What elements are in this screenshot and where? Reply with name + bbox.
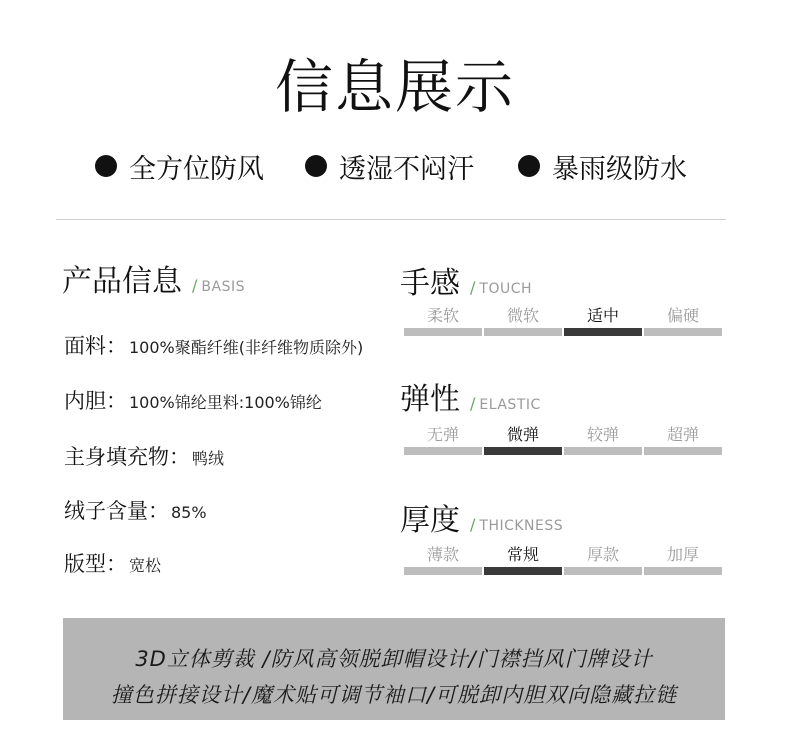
info-label: 内胆： (64, 389, 127, 413)
info-label: 面料： (64, 334, 127, 358)
scale-option-selected: 常规 (506, 545, 539, 564)
scale-bar-selected (564, 328, 642, 336)
feature-item (95, 146, 264, 186)
scale-bars (404, 328, 724, 336)
elastic-heading (400, 374, 541, 418)
scale-labels (404, 542, 724, 562)
feature-label: 全方位防风 (129, 153, 264, 185)
scale-bar (644, 328, 722, 336)
scale-option: 微软 (506, 306, 539, 325)
info-label: 绒子含量： (64, 499, 169, 523)
banner-line: 撞色拼接设计/魔术贴可调节袖口/可脱卸内胆双向隐藏拉链 (110, 683, 678, 707)
scale-bar (404, 567, 482, 575)
attribute-subtitle: THICKNESS (479, 518, 564, 534)
info-row-fit (64, 548, 161, 578)
touch-heading (400, 258, 532, 302)
scale-bar (644, 447, 722, 455)
scale-option-selected: 适中 (586, 306, 619, 325)
feature-label: 暴雨级防水 (552, 153, 687, 185)
info-value: 鸭绒 (192, 449, 225, 468)
bullet-dot-icon (95, 155, 117, 177)
info-row-filling (64, 441, 224, 471)
bullet-dot-icon (518, 155, 540, 177)
attribute-subtitle: ELASTIC (479, 397, 541, 413)
scale-option: 偏硬 (666, 306, 699, 325)
info-value: 100%聚酯纤维(非纤维物质除外) (129, 338, 364, 357)
scale-bar-selected (484, 567, 562, 575)
scale-option: 无弹 (426, 425, 459, 444)
scale-option: 超弹 (666, 425, 699, 444)
section-divider (56, 219, 726, 220)
scale-bar-selected (484, 447, 562, 455)
scale-bar (484, 328, 562, 336)
feature-item (305, 146, 474, 186)
scale-option: 柔软 (426, 306, 459, 325)
scale-bars (404, 567, 724, 575)
scale-bar (564, 447, 642, 455)
attribute-title: 厚度 (400, 503, 460, 538)
product-info-subtitle: BASIS (201, 279, 245, 295)
feature-list (95, 146, 735, 186)
scale-bar (404, 328, 482, 336)
attribute-title: 弹性 (400, 382, 460, 417)
page-title: 信息展示 (274, 53, 515, 121)
info-label: 版型： (64, 552, 127, 576)
feature-banner (63, 618, 725, 720)
attribute-title: 手感 (400, 266, 460, 301)
info-row-lining (64, 385, 322, 415)
scale-bars (404, 447, 724, 455)
info-value: 100%锦纶里料:100%锦纶 (129, 393, 322, 412)
bullet-dot-icon (305, 155, 327, 177)
scale-bar (564, 567, 642, 575)
info-row-down-content (64, 495, 207, 525)
thickness-heading (400, 495, 563, 539)
product-info-title: 产品信息 (62, 264, 182, 299)
slash-separator: / (470, 515, 476, 534)
scale-bar (404, 447, 482, 455)
feature-label: 透湿不闷汗 (339, 153, 474, 185)
scale-option: 厚款 (586, 545, 619, 564)
info-value: 85% (171, 503, 207, 522)
attribute-subtitle: TOUCH (479, 281, 533, 297)
feature-item (518, 146, 687, 186)
scale-labels (404, 303, 724, 323)
info-row-fabric (64, 330, 363, 360)
banner-line: 3D立体剪裁 /防风高领脱卸帽设计/门襟挡风门牌设计 (135, 647, 653, 671)
slash-separator: / (192, 276, 198, 295)
scale-option: 较弹 (586, 425, 619, 444)
scale-option: 加厚 (666, 545, 699, 564)
scale-bar (644, 567, 722, 575)
info-label: 主身填充物： (64, 445, 190, 469)
scale-labels (404, 422, 724, 442)
product-info-heading (62, 256, 245, 300)
slash-separator: / (470, 278, 476, 297)
slash-separator: / (470, 394, 476, 413)
info-value: 宽松 (129, 556, 162, 575)
scale-option-selected: 微弹 (506, 425, 539, 444)
scale-option: 薄款 (426, 545, 459, 564)
